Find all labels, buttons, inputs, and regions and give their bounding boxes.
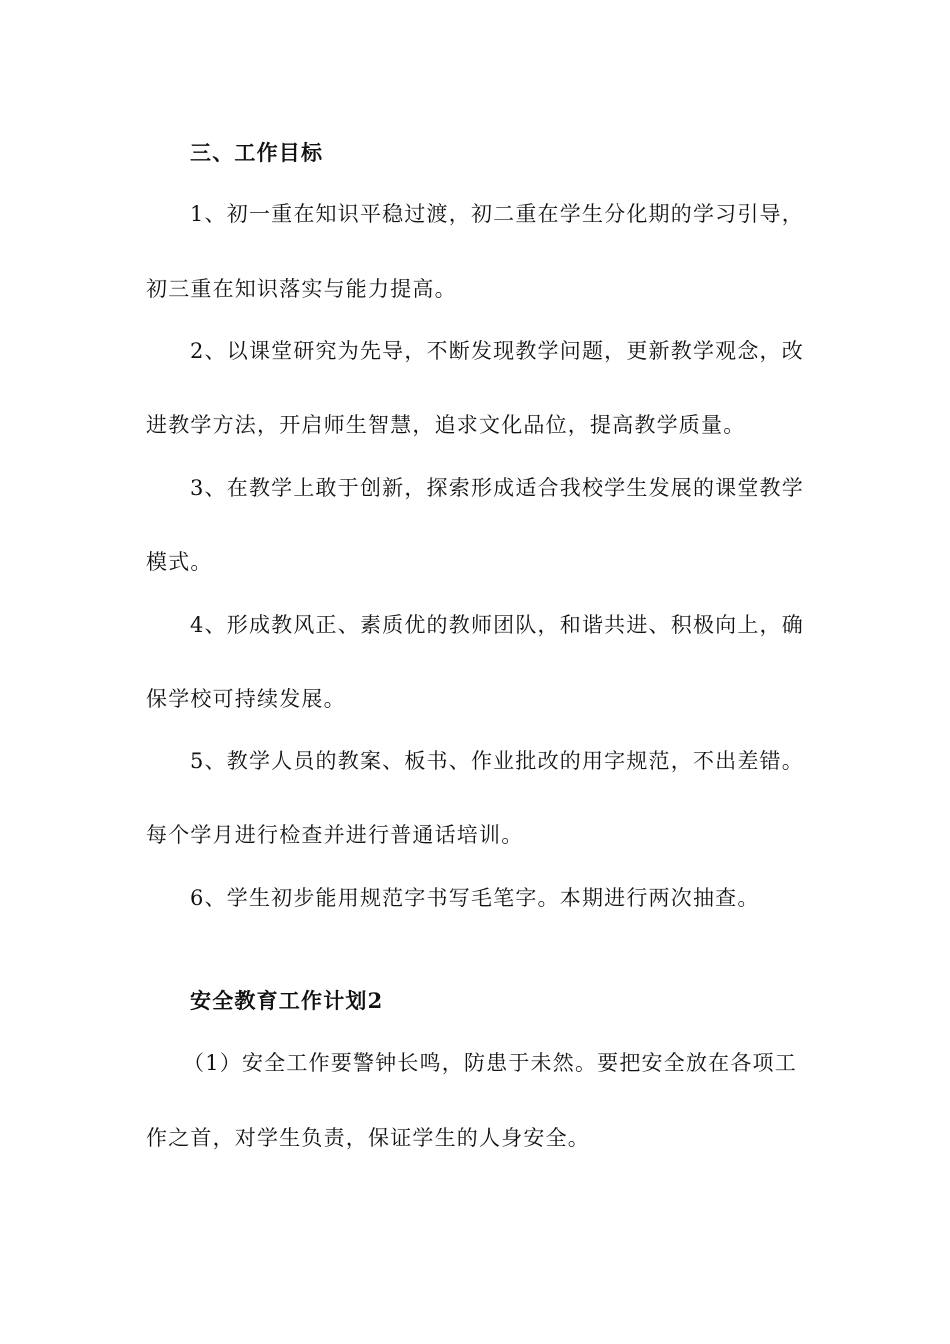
paragraph-line: 4、形成教风正、素质优的教师团队，和谐共进、积极向上，确 <box>190 613 804 637</box>
paragraph-line: 1、初一重在知识平稳过渡，初二重在学生分化期的学习引导， <box>190 202 804 226</box>
paragraph-line: 6、学生初步能用规范字书写毛笔字。本期进行两次抽查。 <box>190 886 760 910</box>
paragraph-line: 初三重在知识落实与能力提高。 <box>146 277 457 301</box>
plan-title: 安全教育工作计划2 <box>190 988 384 1013</box>
paragraph-line: （1）安全工作要警钟长鸣，防患于未然。要把安全放在各项工 <box>183 1051 797 1075</box>
paragraph-line: 3、在教学上敢于创新，探索形成适合我校学生发展的课堂教学 <box>190 476 804 500</box>
paragraph-line: 作之首，对学生负责，保证学生的人身安全。 <box>146 1126 590 1150</box>
paragraph-line: 每个学月进行检查并进行普通话培训。 <box>146 823 524 847</box>
section-heading: 三、工作目标 <box>190 140 324 165</box>
paragraph-line: 进教学方法，开启师生智慧，追求文化品位，提高教学质量。 <box>146 413 746 437</box>
paragraph-line: 5、教学人员的教案、板书、作业批改的用字规范，不出差错。 <box>190 749 804 773</box>
paragraph-line: 模式。 <box>146 550 213 574</box>
paragraph-line: 2、以课堂研究为先导，不断发现教学问题，更新教学观念，改 <box>190 339 804 363</box>
paragraph-line: 保学校可持续发展。 <box>146 687 346 711</box>
